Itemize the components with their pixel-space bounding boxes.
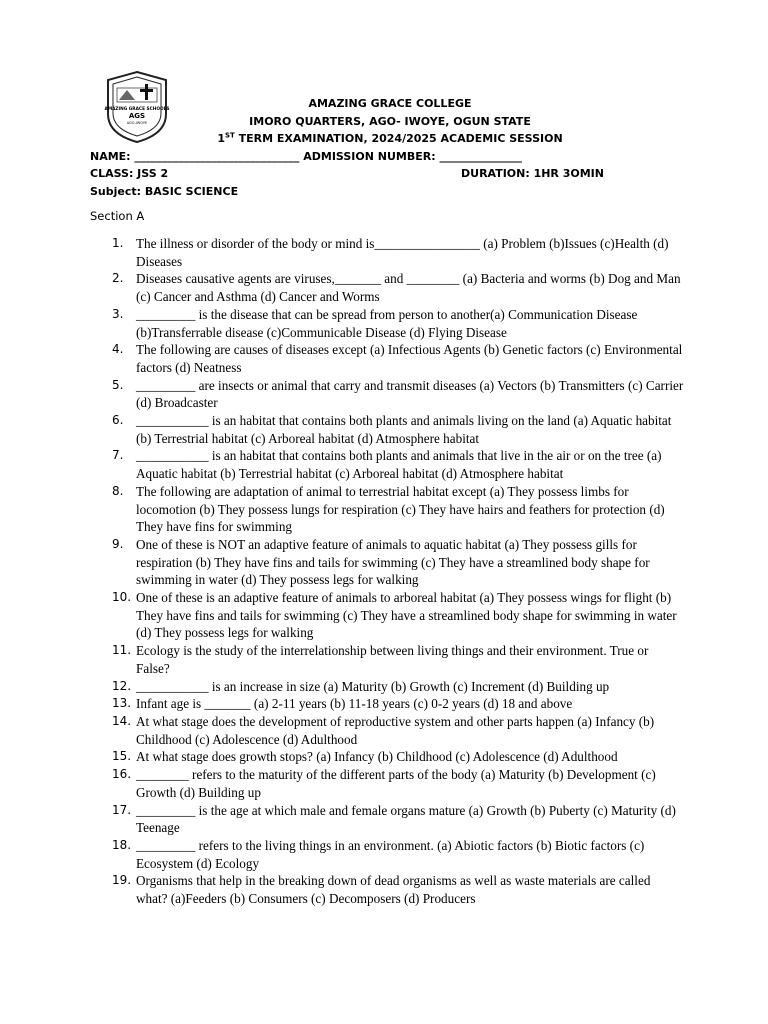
question-number: 9. <box>112 536 124 551</box>
question-number: 8. <box>112 483 124 498</box>
question-text: ___________ is an habitat that contains both plants and animals that live in the air or on the tree (a) Aquatic habitat (b) Terrestrial habitat (c) Arboreal habitat (d) Atmosphere habitat <box>136 448 662 482</box>
question-number: 19. <box>112 873 132 888</box>
question-number: 3. <box>112 306 124 321</box>
question-text: At what stage does growth stops? (a) Infancy (b) Childhood (c) Adolescence (d) Adulthood <box>136 749 618 765</box>
question-number: 10. <box>112 590 132 605</box>
question-item <box>90 837 690 872</box>
question-text: _________ refers to the living things in an environment. (a) Abiotic factors (b) Biotic factors (c) Ecosystem (d) Ecology <box>136 837 645 871</box>
question-text: One of these is an adaptive feature of animals to arboreal habitat (a) They possess wings for flight (b) They have fins and tails for swimming (c) They have a streamlined body shape for swimming in water (d) They possess legs for walking <box>136 590 677 641</box>
question-item <box>90 695 690 713</box>
question-item <box>90 270 690 305</box>
logo-ring-text: AMAZING GRACE SCHOOLS <box>104 107 170 112</box>
question-list <box>90 235 690 908</box>
question-text: Ecology is the study of the interrelationship between living things and their environment. True or False? <box>136 643 649 676</box>
section-title: Section A <box>90 209 145 223</box>
question-number: 6. <box>112 413 124 428</box>
question-item <box>90 589 690 642</box>
question-text: _________ is the age at which male and female organs mature (a) Growth (b) Puberty (c) Maturity (d) Teenage <box>136 802 676 836</box>
question-number: 2. <box>112 271 124 286</box>
question-item <box>90 235 690 270</box>
question-text: One of these is NOT an adaptive feature of animals to aquatic habitat (a) They possess gills for respiration (b) They have fins and tails for swimming (c) They have a streamlined body shape for swimming in water (d) They possess legs for walking <box>136 536 650 588</box>
admission-blank[interactable]: _______________ <box>439 149 522 163</box>
logo-location: AGO-IWOYE <box>126 121 148 125</box>
question-text: Diseases causative agents are viruses,_______ and ________ (a) Bacteria and worms (b) Dog and Man (c) Cancer and Asthma (d) Cancer and Worms <box>136 271 681 305</box>
question-item <box>90 377 690 412</box>
question-number: 7. <box>112 448 124 463</box>
question-text: ___________ is an increase in size (a) Maturity (b) Growth (c) Increment (d) Building up <box>136 678 610 694</box>
question-number: 18. <box>112 837 132 852</box>
name-blank[interactable]: ______________________________ <box>134 149 300 163</box>
question-text: ___________ is an habitat that contains both plants and animals living on the land (a) Aquatic habitat (b) Terrestrial habitat (c) Arboreal habitat (d) Atmosphere habitat <box>136 413 672 446</box>
name-label: NAME: <box>90 149 135 163</box>
question-item <box>90 412 690 447</box>
question-number: 17. <box>112 802 132 817</box>
question-number: 13. <box>112 696 132 711</box>
question-item <box>90 748 690 766</box>
school-address: IMORO QUARTERS, AGO- IWOYE, OGUN STATE <box>249 114 531 128</box>
question-item <box>90 802 690 837</box>
question-item <box>90 447 690 482</box>
duration-label: DURATION: 1HR 3OMIN <box>461 167 604 180</box>
question-item <box>90 872 690 907</box>
question-item <box>90 766 690 801</box>
subject-line: Subject: BASIC SCIENCE <box>90 184 239 198</box>
name-admission-row <box>90 148 680 166</box>
class-duration-row <box>90 165 680 183</box>
question-number: 5. <box>112 377 124 392</box>
question-number: 11. <box>112 643 132 658</box>
question-text: Infant age is _______ (a) 2-11 years (b) 11-18 years (c) 0-2 years (d) 18 and above <box>136 696 573 712</box>
question-item <box>90 483 690 536</box>
question-item <box>90 713 690 748</box>
question-text: The following are adaptation of animal to terrestrial habitat except (a) They possess limbs for locomotion (b) They possess lungs for respiration (c) They have hairs and feathers for protection (d) They have fins for swimming <box>136 483 665 535</box>
question-text: Organisms that help in the breaking down of dead organisms as well as waste materials are called what? (a)Feeders (b) Consumers (c) Decomposers (d) Producers <box>136 873 651 907</box>
school-name: AMAZING GRACE COLLEGE <box>308 97 472 110</box>
question-number: 12. <box>112 678 132 693</box>
question-number: 4. <box>112 342 124 357</box>
question-text: ________ refers to the maturity of the different parts of the body (a) Maturity (b) Development (c) Growth (d) Building up <box>136 767 656 800</box>
exam-header <box>90 95 680 200</box>
question-text: _________ is the disease that can be spread from person to another(a) Communication Disease (b)Transferrable disease (c)Communicable Disease (d) Flying Disease <box>136 306 638 340</box>
question-text: At what stage does the development of reproductive system and other parts happen (a) Infancy (b) Childhood (c) Adolescence (d) Adulthood <box>136 713 655 747</box>
question-text: The following are causes of diseases except (a) Infectious Agents (b) Genetic factors (c) Environmental factors (d) Neatness <box>136 342 683 375</box>
question-item <box>90 306 690 341</box>
question-number: 15. <box>112 749 132 764</box>
question-item <box>90 536 690 589</box>
admission-label: ADMISSION NUMBER: <box>299 149 440 163</box>
question-text: _________ are insects or animal that carry and transmit diseases (a) Vectors (b) Transmitters (c) Carrier (d) Broadcaster <box>136 377 684 411</box>
question-number: 14. <box>112 713 132 728</box>
class-label: CLASS: JSS 2 <box>90 167 169 180</box>
question-number: 1. <box>112 236 124 250</box>
question-item <box>90 678 690 696</box>
exam-title: 1ST TERM EXAMINATION, 2024/2025 ACADEMIC SESSION <box>217 131 563 145</box>
question-item <box>90 642 690 677</box>
question-text: The illness or disorder of the body or mind is________________ (a) Problem (b)Issues (c)Health (d) Diseases <box>136 236 669 269</box>
question-item <box>90 341 690 376</box>
question-number: 16. <box>112 767 132 782</box>
logo-initials: AGS <box>128 112 146 120</box>
